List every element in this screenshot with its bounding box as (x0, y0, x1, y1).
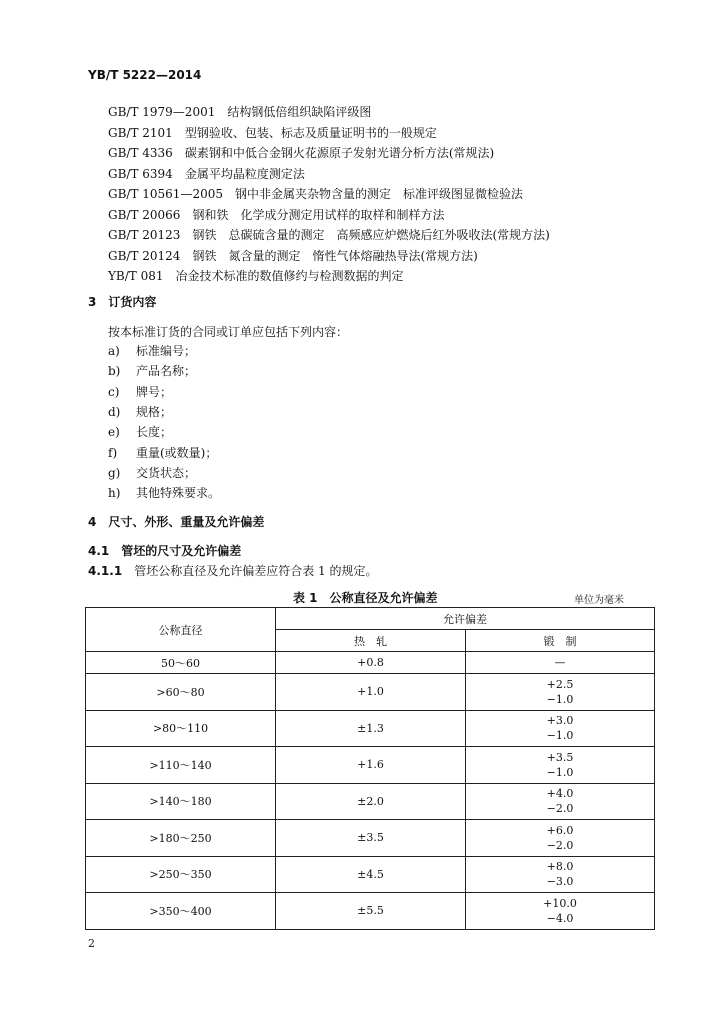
table-row (86, 820, 655, 857)
list-item-key: c) (108, 384, 120, 399)
cell-hot-rolled: ±2.0 (276, 783, 466, 820)
list-item (108, 423, 172, 440)
list-item-value: 其他特殊要求。 (136, 486, 221, 501)
forged-upper: +10.0 (543, 896, 577, 910)
cell-forged (466, 783, 655, 820)
section-4-1-heading: 4.1 管坯的尺寸及允许偏差 (88, 544, 242, 558)
reference-title: 结构钢低倍组织缺陷评级图 (227, 105, 372, 119)
cell-diameter: >140～180 (86, 783, 276, 820)
list-item-key: h) (108, 486, 121, 501)
forged-upper: +4.0 (546, 787, 574, 801)
list-item-key: f) (108, 445, 118, 460)
list-item (108, 383, 172, 400)
list-item-value: 牌号； (136, 384, 173, 399)
forged-lower: −1.0 (546, 765, 574, 779)
page-number: 2 (88, 937, 95, 950)
reference-item (108, 267, 404, 284)
reference-code: GB/T 10561—2005 (108, 187, 223, 201)
forged-lower: −4.0 (546, 911, 574, 925)
cell-hot-rolled: +1.6 (276, 747, 466, 784)
section-4-heading: 4 尺寸、外形、重量及允许偏差 (88, 515, 265, 529)
cell-hot-rolled: ±5.5 (276, 893, 466, 930)
reference-code: GB/T 20123 (108, 228, 181, 242)
list-item (108, 362, 196, 379)
forged-lower: −1.0 (546, 692, 574, 706)
cell-hot-rolled: +1.0 (276, 674, 466, 711)
forged-upper: +2.5 (546, 677, 574, 691)
cell-forged (466, 893, 655, 930)
list-item-key: a) (108, 344, 120, 358)
forged-lower: −3.0 (546, 875, 574, 889)
forged-upper: — (554, 656, 566, 669)
reference-title: 钢和铁 化学成分测定用试样的取样和制样方法 (192, 207, 445, 222)
forged-upper: +3.5 (546, 750, 574, 764)
cell-diameter: >110～140 (86, 747, 276, 784)
table-row (86, 856, 655, 893)
cell-diameter: >180～250 (86, 820, 276, 857)
reference-title: 碳素钢和中低合金钢火花源原子发射光谱分析方法(常规法) (184, 146, 495, 160)
cell-hot-rolled: ±3.5 (276, 820, 466, 857)
reference-item (108, 144, 494, 161)
list-item (108, 444, 217, 461)
cell-forged (466, 674, 655, 711)
reference-code: YB/T 081 (108, 269, 164, 283)
table-row (86, 783, 655, 820)
cell-forged (466, 820, 655, 857)
reference-code: GB/T 20066 (108, 207, 181, 222)
cell-diameter: 50～60 (86, 652, 276, 674)
reference-item (108, 206, 444, 223)
list-item-key: b) (108, 364, 121, 379)
section-4-1-1-text: 4.1.1 管坯公称直径及允许偏差应符合表 1 的规定。 (88, 564, 378, 578)
reference-code: GB/T 2101 (108, 125, 173, 140)
list-item-key: d) (108, 404, 121, 419)
table-1-caption: 表 1 公称直径及允许偏差 (293, 591, 438, 605)
header-hot-rolled: 热 轧 (276, 630, 466, 652)
forged-lower: −2.0 (546, 838, 574, 852)
cell-hot-rolled: +0.8 (276, 652, 466, 674)
cell-hot-rolled: ±4.5 (276, 856, 466, 893)
reference-item (108, 226, 550, 243)
section-3-heading: 3 订货内容 (88, 295, 157, 309)
reference-title: 钢中非金属夹杂物含量的测定 标准评级图显微检验法 (235, 187, 524, 201)
reference-code: GB/T 20124 (108, 248, 181, 263)
table-1-unit: 单位为毫米 (574, 595, 624, 606)
cell-forged (466, 747, 655, 784)
list-item (108, 342, 196, 359)
list-item (108, 484, 220, 501)
cell-forged (466, 710, 655, 747)
header-diameter: 公称直径 (86, 608, 276, 652)
reference-item (108, 124, 437, 141)
list-item-value: 产品名称； (136, 364, 197, 379)
list-item (108, 403, 172, 420)
reference-title: 钢铁 总碳硫含量的测定 高频感应炉燃烧后红外吸收法(常规方法) (192, 228, 550, 242)
reference-code: GB/T 1979—2001 (108, 105, 216, 119)
cell-diameter: >80～110 (86, 710, 276, 747)
cell-diameter: >60～80 (86, 674, 276, 711)
reference-item (108, 247, 478, 264)
cell-hot-rolled: ±1.3 (276, 710, 466, 747)
header-tolerance: 允许偏差 (276, 608, 655, 630)
cell-forged (466, 652, 655, 674)
cell-forged (466, 856, 655, 893)
list-item-key: e) (108, 425, 120, 440)
forged-upper: +3.0 (546, 714, 574, 728)
forged-upper: +6.0 (546, 823, 574, 837)
list-item-value: 长度； (136, 425, 173, 440)
section-3-intro: 按本标准订货的合同或订单应包括下列内容： (108, 325, 349, 339)
forged-lower: −1.0 (546, 729, 574, 743)
list-item-value: 标准编号； (136, 344, 197, 358)
list-item-value: 重量(或数量)； (136, 445, 218, 460)
list-item-value: 规格； (136, 404, 173, 419)
reference-title: 型钢验收、包装、标志及质量证明书的一般规定 (184, 125, 437, 140)
reference-title: 冶金技术标准的数值修约与检测数据的判定 (175, 269, 404, 283)
reference-item (108, 185, 523, 202)
reference-code: GB/T 6394 (108, 166, 173, 181)
table-row (86, 747, 655, 784)
list-item (108, 464, 196, 481)
forged-upper: +8.0 (546, 860, 574, 874)
table-row (86, 710, 655, 747)
forged-lower: −2.0 (546, 802, 574, 816)
reference-title: 钢铁 氮含量的测定 惰性气体熔融热导法(常规方法) (192, 248, 478, 263)
header-forged: 锻 制 (466, 630, 655, 652)
reference-item (108, 165, 305, 182)
reference-code: GB/T 4336 (108, 146, 173, 160)
table-row (86, 674, 655, 711)
cell-diameter: >350～400 (86, 893, 276, 930)
table-row (86, 652, 655, 674)
table-1 (85, 607, 655, 930)
cell-diameter: >250～350 (86, 856, 276, 893)
list-item-key: g) (108, 465, 121, 480)
standard-header: YB/T 5222—2014 (88, 68, 202, 82)
reference-title: 金属平均晶粒度测定法 (184, 166, 305, 181)
list-item-value: 交货状态； (136, 465, 197, 480)
reference-item (108, 103, 371, 120)
table-row (86, 893, 655, 930)
